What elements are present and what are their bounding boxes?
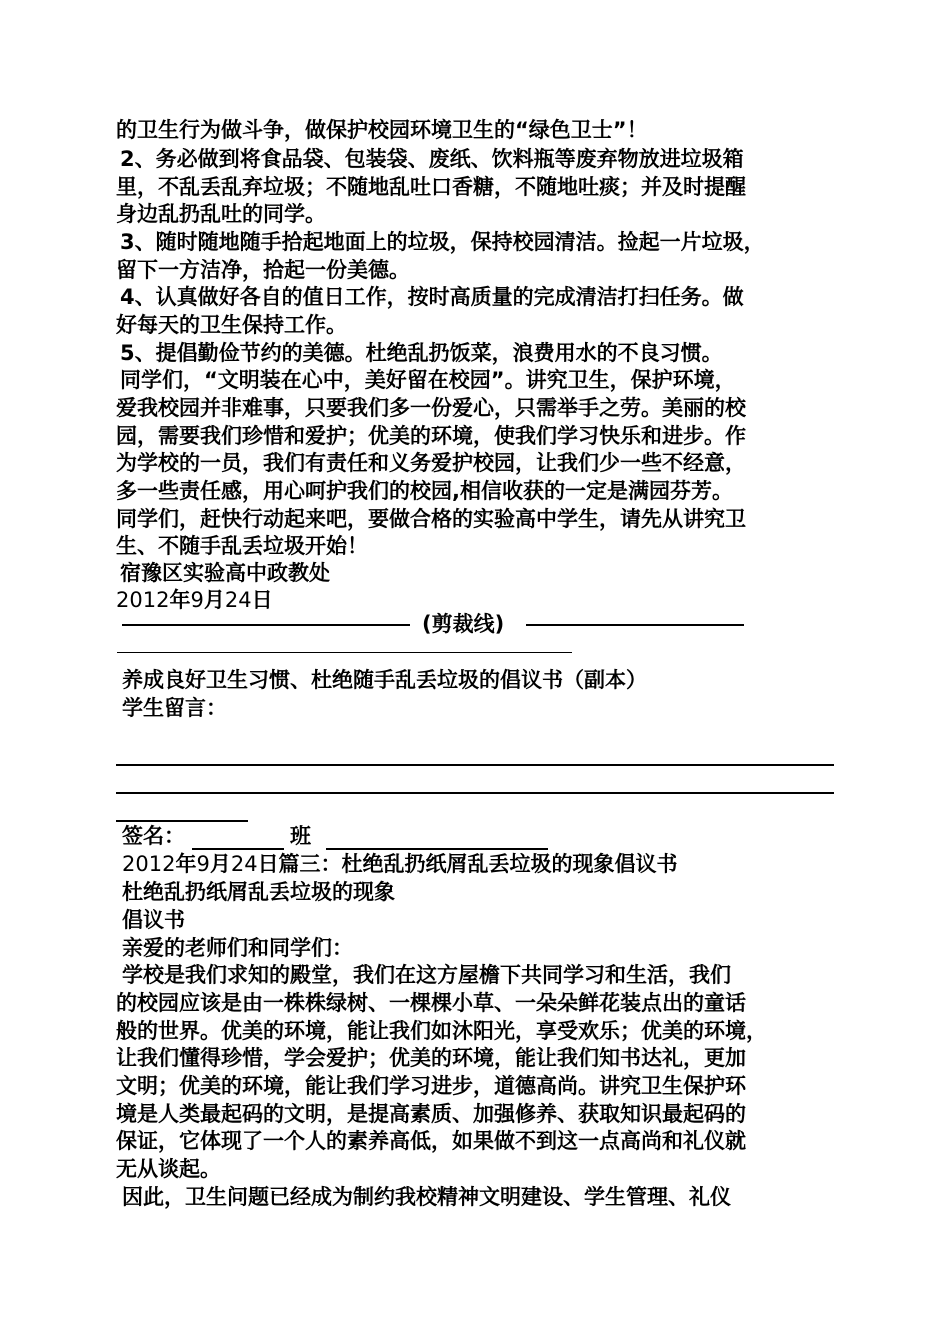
text-line: 因此，卫生问题已经成为制约我校精神文明建设、学生管理、礼仪 (122, 1185, 731, 1209)
text-line: 杜绝乱扔纸屑乱丢垃圾的现象 (122, 880, 395, 904)
message-line (116, 764, 834, 766)
date-day: 24 (224, 588, 252, 612)
text-line: 多一些责任感，用心呵护我们的校园,相信收获的一定是满园芬芳。 (116, 479, 733, 503)
message-label: 学生留言： (122, 696, 227, 720)
text-line: 保证，它体现了一个人的素养高低，如果做不到这一点高尚和礼仪就 (116, 1129, 746, 1153)
text-line: 2、务必做到将食品袋、包装袋、废纸、饮料瓶等废弃物放进垃圾箱 (120, 147, 744, 171)
date-year-char: 年 (169, 588, 191, 612)
text-line: 爱我校园并非难事，只要我们多一份爱心，只需举手之劳。美丽的校 (116, 396, 746, 420)
date-day: 24 (230, 852, 258, 876)
text-line: 倡议书 (122, 908, 185, 932)
text-line: 亲爱的老师们和同学们： (122, 936, 353, 960)
class-label: 班 (290, 824, 311, 848)
text-line: 无从谈起。 (116, 1157, 221, 1181)
text-line: 生、不随手乱丢垃圾开始！ (116, 534, 368, 558)
text-line: 身边乱扔乱吐的同学。 (116, 202, 326, 226)
date-year: 2012 (116, 588, 170, 612)
text-line: 5、提倡勤俭节约的美德。杜绝乱扔饭菜，浪费用水的不良习惯。 (120, 341, 723, 365)
cut-line-left (122, 624, 410, 626)
date-month: 9 (190, 588, 204, 612)
sign-label: 签名： (122, 824, 185, 848)
date-month: 9 (196, 852, 210, 876)
text-line: 的卫生行为做斗争，做保护校园环境卫生的“绿色卫士”！ (116, 118, 648, 142)
date-year-char: 年 (175, 852, 197, 876)
text-line: 境是人类最起码的文明，是提高素质、加强修养、获取知识最起码的 (116, 1102, 746, 1126)
issue-date (116, 586, 273, 614)
text-line: 的校园应该是由一株株绿树、一棵棵小草、一朵朵鲜花装点出的童话 (116, 991, 746, 1015)
cut-line-secondary (117, 652, 572, 653)
text-line: 园，需要我们珍惜和爱护；优美的环境，使我们学习快乐和进步。作 (116, 424, 746, 448)
text-line: 为学校的一员，我们有责任和义务爱护校园，让我们少一些不经意， (116, 451, 746, 475)
signature-office: 宿豫区实验高中政教处 (120, 561, 330, 585)
message-line (116, 792, 834, 794)
date-day-char: 日 (251, 588, 273, 612)
text-line: 好每天的卫生保持工作。 (116, 313, 347, 337)
text-line: 同学们，“文明装在心中，美好留在校园”。讲究卫生，保护环境， (120, 368, 736, 392)
date-year: 2012 (122, 852, 176, 876)
text-line: 4、认真做好各自的值日工作，按时高质量的完成清洁打扫任务。做 (120, 285, 744, 309)
copy-title: 养成良好卫生习惯、杜绝随手乱丢垃圾的倡议书（副本） (122, 668, 647, 692)
date-month-char: 月 (203, 588, 225, 612)
date-month-char: 月 (209, 852, 231, 876)
text-line: 3、随时随地随手拾起地面上的垃圾，保持校园清洁。捡起一片垃圾， (120, 230, 765, 254)
cut-line-right (526, 624, 744, 626)
text-line: 同学们，赶快行动起来吧，要做合格的实验高中学生，请先从讲究卫 (116, 507, 746, 531)
text-line: 里，不乱丢乱弃垃圾；不随地乱吐口香糖，不随地吐痰；并及时提醒 (116, 175, 746, 199)
text-line: 般的世界。优美的环境，能让我们如沐阳光，享受欢乐；优美的环境， (116, 1019, 767, 1043)
text-line: 让我们懂得珍惜，学会爱护；优美的环境，能让我们知书达礼，更加 (116, 1046, 746, 1070)
part-three-heading (122, 850, 678, 878)
text-line: 文明；优美的环境，能让我们学习进步，道德高尚。讲究卫生保护环 (116, 1074, 746, 1098)
text-line: 留下一方洁净，拾起一份美德。 (116, 258, 410, 282)
cut-line-label: (剪裁线) (422, 612, 505, 636)
heading-text: 日篇三：杜绝乱扔纸屑乱丢垃圾的现象倡议书 (257, 852, 678, 876)
text-line: 学校是我们求知的殿堂，我们在这方屋檐下共同学习和生活，我们 (122, 963, 731, 987)
